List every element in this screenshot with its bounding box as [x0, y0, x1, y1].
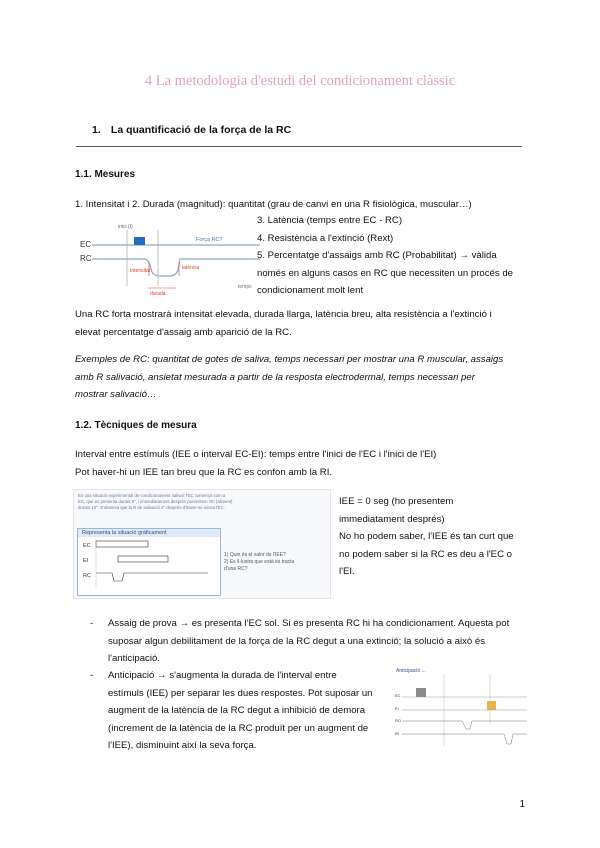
bullet-line: l'anticipació.: [108, 653, 160, 664]
answer-line: immediatament després): [339, 513, 445, 525]
measure-item: 4. Resistència a l'extinció (Rext): [257, 232, 394, 244]
ec-block: [416, 688, 426, 697]
force-paragraph: [75, 306, 535, 341]
rc-response-curve: [92, 259, 260, 276]
latency-label: latència: [182, 265, 200, 271]
answer-line: IEE = 0 seg (ho presentem: [339, 496, 454, 507]
technique-lines: [75, 446, 436, 481]
situation-box: [77, 528, 221, 596]
measure-item: 3. Latència (temps entre EC - RC): [257, 215, 403, 226]
paragraph-line: Pot haver-hi un IEE tan breu que la RC es confon amb la RI.: [75, 466, 333, 478]
bullet-line: Assaig de prova → es presenta l'EC sol. Si es presenta RC hi ha condicionament. Aquesta pot: [108, 618, 510, 629]
figure-caption: [78, 493, 326, 511]
row-label: EC: [83, 543, 91, 549]
measure-list: [257, 212, 513, 300]
ei-block: [487, 701, 496, 710]
row-label: EI: [395, 706, 399, 711]
row-label: RC: [83, 573, 91, 579]
rc-label: RC: [80, 254, 92, 263]
bullet-item-assaig: [108, 615, 538, 668]
section-heading: [92, 124, 291, 136]
subsection-heading-mesures: 1.1. Mesures: [75, 169, 136, 180]
ro-trace: [402, 721, 527, 729]
question-line: 1) Quin és el valor de l'IEE?: [224, 552, 286, 558]
paragraph-line: Interval entre estímuls (IEE o interval EC-EI): temps entre l'inici de l'EC i l'inici de l'EI): [75, 449, 437, 460]
bullet-line: Anticipació → s'augmenta la durada de l'interval entre: [108, 670, 337, 681]
rc-force-diagram: [78, 222, 264, 300]
bullet-dash: -: [90, 670, 94, 681]
bullet-dash: -: [90, 618, 94, 629]
answer-text: [339, 493, 529, 581]
ei-bar: [118, 556, 168, 562]
page-number: 1: [519, 799, 525, 810]
row-label: RI: [395, 731, 399, 736]
ec-bar: [96, 541, 148, 547]
answer-line: no podem saber si la RC es deu a l'EC o: [339, 548, 513, 560]
subsection-heading-tecniques: 1.2. Tècniques de mesura: [75, 420, 197, 431]
answer-line: No ho podem saber, l'IEE és tan curt que: [339, 531, 514, 542]
bullet-line: (increment de la latència de la RC produït per un augment de: [108, 722, 369, 734]
page-title: 4 La metodologia d'estudi del condicionament clàssic: [144, 73, 456, 89]
bullet-line: augment de la latència de la RC degut a inhibició de demora: [108, 705, 366, 716]
caption-line: EC, que es presenta durant 5", i immediatament després presentem l'EI (aliment): [78, 499, 233, 504]
section-number: 1.: [92, 124, 101, 136]
question-line: d'una RC?: [224, 566, 248, 572]
paragraph-line: amb R salivació, ansietat mesurada a partir de la resposta electrodermal, temps necessari per: [75, 371, 475, 383]
diagram-top-label: inici (t): [118, 224, 133, 230]
paragraph-line: Exemples de RC: quantitat de gotes de saliva, temps necessari per mostrar una R muscular, assaigs: [75, 354, 504, 365]
divider: [76, 146, 522, 147]
intensity-label: Intensitat: [130, 268, 151, 274]
ri-trace: [402, 734, 527, 744]
question-line: 2) Es il·lustra que està es tracta: [224, 559, 295, 565]
duration-label: durada: [150, 291, 166, 297]
examples-paragraph: [75, 351, 545, 404]
paragraph-line: mostrar salivació…: [75, 389, 157, 400]
section-title: La quantificació de la força de la RC: [110, 124, 292, 136]
bullet-item-anticipacio: [108, 667, 398, 755]
ec-stimulus-bar: [134, 237, 145, 245]
bullet-line: l'IEE), disminuint així la seva força.: [108, 740, 257, 751]
situation-graph: [78, 537, 220, 591]
answer-line: l'EI.: [339, 566, 355, 577]
row-label: RO: [395, 718, 401, 723]
paragraph-line: elevat percentatge d'assaig amb aparició de la RC.: [75, 326, 292, 338]
row-label: EC: [395, 693, 401, 698]
mini-chart-title: Anticipació ...: [396, 668, 426, 674]
paragraph-line: Una RC forta mostrarà intensitat elevada, durada llarga, latència breu, alta resistència a l'extinció i: [75, 309, 492, 320]
measure-item: condicionament molt lent: [257, 285, 364, 296]
bullet-line: suposar algun debilitament de la força de la RC degut a una extinció; la solució a això és: [108, 635, 486, 647]
caption-line: durant 10". S'observa que la R de salivació 2" després d'haver-se iniciat l'EC.: [78, 505, 225, 510]
row-label: EI: [83, 558, 89, 564]
measure-item: només en alguns casos en RC que necessiten un procés de: [257, 267, 513, 279]
situation-box-title: Representa la situació gràficament: [78, 529, 220, 537]
measure-item: 5. Percentatge d'assaigs amb RC (Probabilitat) → vàlida: [257, 250, 497, 261]
caption-line: En una situació experimental de condicionament salival, l'EC comença com a: [78, 493, 226, 498]
figure-questions: [224, 552, 294, 573]
anticipation-chart: [392, 664, 532, 748]
force-label: Força RC?: [196, 237, 223, 243]
bullet-line: estímuls (IEE) per separar les dues respostes. Pot suposar un: [108, 687, 373, 699]
time-label: temps: [238, 284, 252, 290]
exercise-figure: [73, 489, 331, 599]
measures-line: 1. Intensitat i 2. Durada (magnitud): quantitat (grau de canvi en una R fisiològica, muscular…): [75, 199, 472, 210]
rc-trace: [96, 573, 208, 581]
ec-label: EC: [80, 240, 92, 249]
